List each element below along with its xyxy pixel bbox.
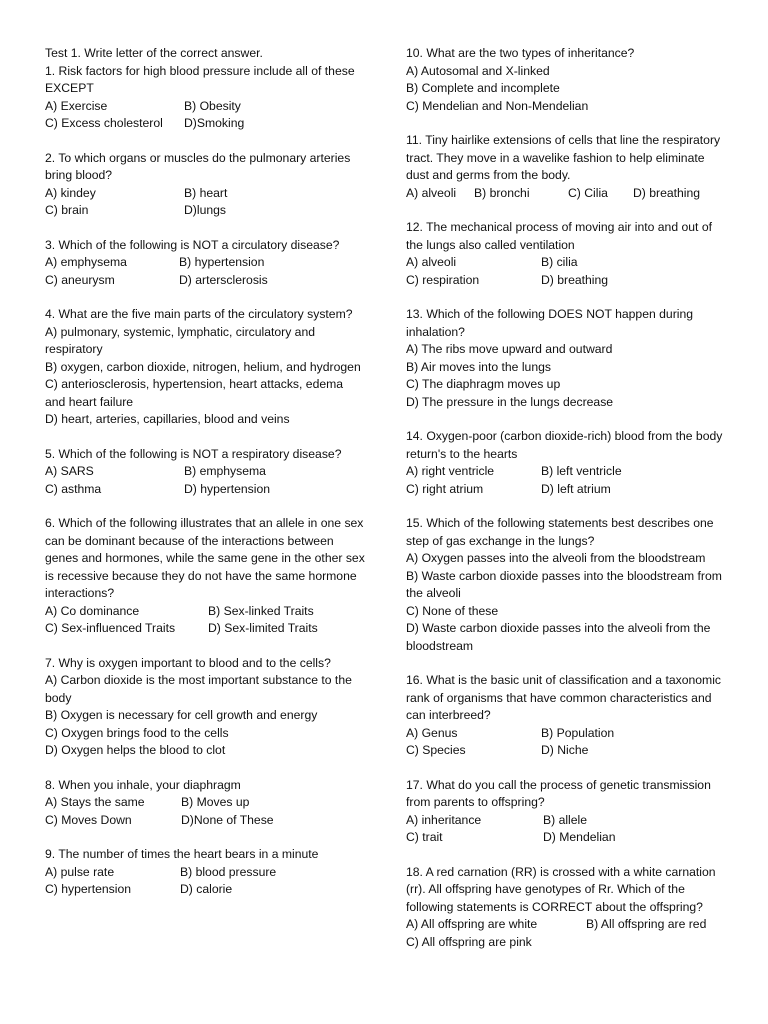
answer-option: C) respiration [406,272,480,287]
answer-option-row [45,481,365,499]
answer-option: B) bronchi [474,185,530,200]
answer-option-row [406,725,728,743]
question-text: 4. What are the five main parts of the circulatory system? [45,307,353,321]
answer-option: D) Sex-limited Traits [208,621,318,635]
answer-option-row [45,254,365,272]
answer-option-row [406,481,728,499]
answer-option: C) Moves Down [45,812,132,827]
question-9 [45,846,365,899]
answer-option-row [45,98,365,116]
answer-option-row [45,794,365,812]
answer-option: C) All offspring are pink [406,934,532,949]
answer-option: D) The pressure in the lungs decrease [406,394,614,409]
answer-option-row [45,463,365,481]
answer-option: B) All offspring are red [586,917,707,931]
answer-option: C) hypertension [45,882,132,896]
answer-option: B) Moves up [181,795,250,809]
question-text: 8. When you inhale, your diaphragm [45,777,241,792]
question-text: 11. Tiny hairlike extensions of cells that line the respiratory tract. They move in a wavelike fashion to help eliminate dust and germs from the body. [406,133,721,182]
answer-option: D)None of These [181,812,274,827]
answer-option: D) hypertension [184,481,271,496]
answer-option: A) Autosomal and X-linked [406,63,550,78]
question-4 [45,306,365,429]
question-14 [406,428,728,498]
answer-option: B) Air moves into the lungs [406,359,551,374]
answer-option: D) Oxygen helps the blood to clot [45,743,226,757]
answer-option-row [45,620,365,638]
answer-option: D) left atrium [541,481,611,496]
question-text: 5. Which of the following is NOT a respiratory disease? [45,446,342,461]
answer-option: D) Waste carbon dioxide passes into the alveoli from the bloodstream [406,621,711,653]
answer-option: C) aneurysm [45,272,115,287]
answer-option: A) pulmonary, systemic, lymphatic, circulatory and respiratory [45,324,316,356]
answer-option: A) kindey [45,185,96,200]
answer-option: B) oxygen, carbon dioxide, nitrogen, helium, and hydrogen [45,359,361,374]
answer-option: B) emphysema [184,464,266,478]
question-text: 9. The number of times the heart bears in a minute [45,847,319,861]
question-5 [45,446,365,499]
answer-option: C) asthma [45,481,102,496]
answer-option: A) pulse rate [45,864,115,879]
answer-option-row [406,829,728,847]
answer-option: D)lungs [184,203,226,217]
question-10 [406,45,728,115]
answer-option: A) emphysema [45,255,127,269]
question-17 [406,777,728,847]
question-text: 12. The mechanical process of moving air into and out of the lungs also called ventilation [406,220,712,252]
answer-option: B) hypertension [179,255,265,269]
question-text: 6. Which of the following illustrates that an allele in one sex can be dominant because of the interactions between genes and hormones, while the same gene in the other sex is recessive because they do not have the same hormone interactions? [45,516,365,600]
answer-option: D) artersclerosis [179,272,268,287]
answer-option: C) Excess cholesterol [45,116,163,130]
answer-option: A) Carbon dioxide is the most important substance to the body [45,673,352,705]
answer-option: A) inheritance [406,812,482,827]
question-2 [45,150,365,220]
answer-option: B) allele [543,812,588,827]
question-text: 10. What are the two types of inheritance? [406,46,635,60]
answer-option-row [45,864,365,882]
answer-option: C) right atrium [406,481,484,496]
answer-option: A) Stays the same [45,795,145,809]
answer-option: A) Exercise [45,98,108,113]
answer-option-row [406,272,728,290]
question-text: 18. A red carnation (RR) is crossed with a white carnation (rr). All offspring have genotypes of Rr. Which of the following statements is CORRECT about the offspring? [406,864,716,914]
answer-option: C) The diaphragm moves up [406,377,561,391]
answer-option: C) None of these [406,603,499,618]
question-18 [406,864,728,952]
answer-option: A) All offspring are white [406,917,538,931]
question-8 [45,777,365,830]
answer-option: B) left ventricle [541,464,622,478]
answer-option: A) alveoli [406,255,457,269]
answer-option: C) trait [406,830,443,844]
question-15 [406,515,728,655]
answer-option: D) Mendelian [543,830,616,844]
answer-option: C) Mendelian and Non-Mendelian [406,98,589,113]
answer-option: D)Smoking [184,116,245,130]
answer-option-row [406,742,728,760]
right-column [406,45,728,968]
question-11 [406,132,728,202]
answer-option: A) The ribs move upward and outward [406,342,613,356]
answer-option-row [406,916,728,934]
question-text: 3. Which of the following is NOT a circulatory disease? [45,237,340,252]
answer-option-row [406,254,728,272]
question-13 [406,306,728,411]
answer-option: D) breathing [541,272,609,287]
answer-option-row [406,463,728,481]
answer-option: A) Oxygen passes into the alveoli from the bloodstream [406,551,706,565]
answer-option-row [45,115,365,133]
left-question-list [45,63,365,899]
answer-option: B) heart [184,185,228,200]
answer-option: A) alveoli [406,185,457,200]
answer-option: D) breathing [633,185,701,200]
answer-option: D) calorie [180,882,233,896]
question-text: 7. Why is oxygen important to blood and to the cells? [45,655,331,670]
answer-option: C) Cilia [568,185,608,200]
question-text: 16. What is the basic unit of classification and a taxonomic rank of organisms that have common characteristics and can interbreed? [406,673,722,722]
question-7 [45,655,365,760]
answer-option: A) SARS [45,464,94,478]
answer-option: B) Obesity [184,98,241,113]
question-text: 15. Which of the following statements best describes one step of gas exchange in the lungs? [406,516,714,548]
answer-option: B) cilia [541,255,578,269]
question-3 [45,237,365,290]
answer-option: C) anteriosclerosis, hypertension, heart attacks, edema and heart failure [45,377,344,409]
question-12 [406,219,728,289]
question-text: 17. What do you call the process of genetic transmission from parents to offspring? [406,777,711,809]
answer-option-row [45,881,365,899]
right-question-list [406,45,728,951]
answer-option: B) Waste carbon dioxide passes into the bloodstream from the alveoli [406,568,722,600]
question-16 [406,672,728,760]
answer-option: B) Oxygen is necessary for cell growth and energy [45,708,318,722]
answer-option-row [406,812,728,830]
answer-option: D) heart, arteries, capillaries, blood and veins [45,412,290,426]
question-text: 14. Oxygen-poor (carbon dioxide-rich) blood from the body return's to the hearts [406,429,723,461]
answer-option: B) Sex-linked Traits [208,603,314,618]
answer-option-row [406,185,728,203]
question-text: 2. To which organs or muscles do the pulmonary arteries bring blood? [45,150,351,182]
answer-option: D) Niche [541,743,589,757]
answer-option-row [45,603,365,621]
test-heading: Test 1. Write letter of the correct answer. [45,46,263,60]
answer-option: C) Sex-influenced Traits [45,621,176,635]
answer-option: A) Genus [406,725,458,740]
left-column [45,45,365,916]
answer-option: B) Complete and incomplete [406,81,560,95]
question-1 [45,63,365,133]
question-text: 1. Risk factors for high blood pressure include all of these EXCEPT [45,63,355,95]
answer-option-row [45,272,365,290]
answer-option: C) brain [45,203,89,217]
answer-option: B) Population [541,725,615,740]
answer-option-row [45,812,365,830]
answer-option: B) blood pressure [180,864,277,879]
answer-option: A) right ventricle [406,464,495,478]
answer-option: C) Species [406,743,466,757]
answer-option-row [45,202,365,220]
question-6 [45,515,365,638]
answer-option: C) Oxygen brings food to the cells [45,725,229,740]
answer-option: A) Co dominance [45,603,140,618]
answer-option-row [45,185,365,203]
question-text: 13. Which of the following DOES NOT happen during inhalation? [406,307,694,339]
